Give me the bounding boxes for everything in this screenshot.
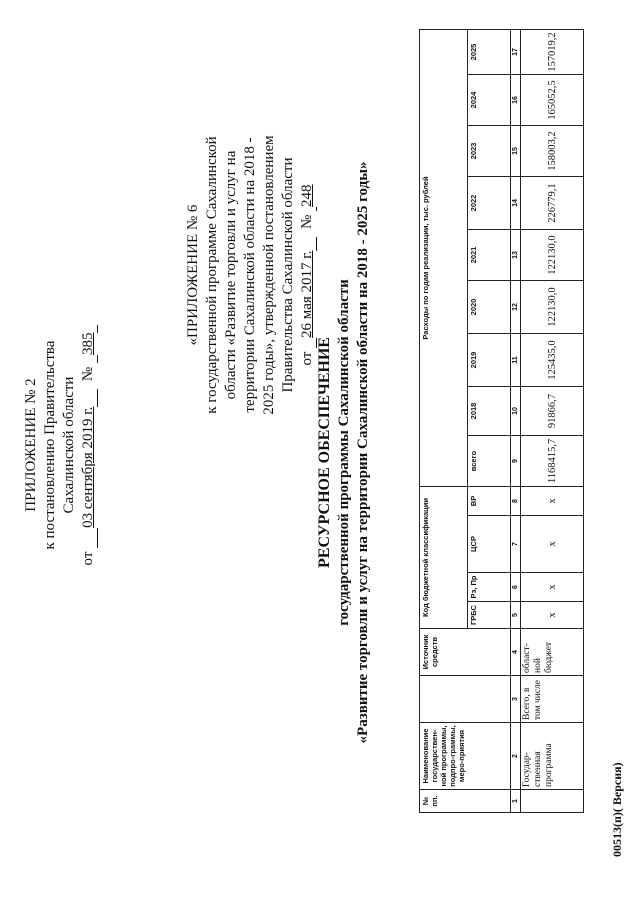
th-2020: 2020 — [468, 281, 511, 334]
appendix-6-num-label: № — [299, 214, 315, 230]
cell-2019: 125435,0 — [521, 334, 584, 387]
cell-scope: Всего, в том числе — [521, 676, 584, 723]
cell-total: 1168415,7 — [521, 436, 584, 487]
appendix-6-line4: 2025 годы», утвержденной постановлением — [261, 135, 277, 415]
appendix-2-date-line — [79, 235, 98, 655]
th-2018: 2018 — [468, 387, 511, 436]
footer-code: 00513(п)( Версия) — [610, 762, 624, 857]
th-budget-code: Код бюджетной классификации — [420, 487, 468, 629]
appendix-6-line1: к государственной программе Сахалинской — [204, 136, 220, 414]
appendix-2-line2: Сахалинской области — [61, 376, 77, 514]
col-number: 15 — [511, 126, 521, 177]
col-number: 5 — [511, 602, 521, 629]
col-number: 9 — [511, 436, 521, 487]
col-number: 11 — [511, 334, 521, 387]
appendix-6-date: 26 мая 2017 г. — [299, 250, 315, 338]
underline-fill — [82, 355, 98, 363]
th-2023: 2023 — [468, 126, 511, 177]
th-2021: 2021 — [468, 230, 511, 281]
th-grbs: ГРБС — [468, 602, 511, 629]
heading-program: «Развитие торговли и услуг на территории Сахалинской области на 2018 - 2025 годы» — [355, 161, 371, 744]
cell-rzpr: х — [521, 573, 584, 602]
col-number: 14 — [511, 177, 521, 230]
col-number: 4 — [511, 629, 521, 676]
col-number: 7 — [511, 516, 521, 573]
appendix-6-line2: области «Развитие торговли и услуг на — [223, 150, 239, 400]
appendix-2-title: ПРИЛОЖЕНИЕ № 2 — [23, 378, 39, 512]
col-number: 3 — [511, 676, 521, 723]
th-2025: 2025 — [468, 30, 511, 75]
appendix-6-title: «ПРИЛОЖЕНИЕ № 6 — [185, 204, 201, 346]
appendix-6-from-label: от — [299, 351, 315, 366]
appendix-6-line3: территории Сахалинской области на 2018 - — [242, 137, 258, 413]
col-number: 1 — [511, 790, 521, 813]
appendix-2-num-label: № — [80, 366, 96, 382]
heading-title: РЕСУРСНОЕ ОБЕСПЕЧЕНИЕ — [316, 337, 333, 568]
cell-grbs: х — [521, 602, 584, 629]
underline-fill — [82, 325, 98, 333]
th-name: Наименование государствен-ной программы, подпро-граммы, меро-приятия — [420, 723, 511, 790]
cell-2021: 122130,0 — [521, 230, 584, 281]
cell-csr: х — [521, 516, 584, 573]
heading-subtitle: государственной программы Сахалинской области — [336, 279, 352, 626]
resource-table — [419, 29, 584, 813]
cell-2022: 226779,1 — [521, 177, 584, 230]
appendix-2-line1: к постановлению Правительства — [42, 340, 58, 550]
col-number: 2 — [511, 723, 521, 790]
th-empty — [420, 676, 511, 723]
table-row — [521, 30, 584, 813]
cell-source: област-ной бюджет — [521, 629, 584, 676]
appendix-6-number: 248 — [299, 184, 315, 207]
resource-heading — [315, 0, 373, 905]
th-vr: ВР — [468, 487, 511, 516]
appendix-6-block — [184, 35, 317, 515]
cell-2020: 122130,0 — [521, 281, 584, 334]
th-expenses: Расходы по годам реализации, тыс. рублей — [420, 30, 468, 487]
appendix-2-date: 03 сентября 2019 г. — [80, 406, 96, 528]
col-number: 13 — [511, 230, 521, 281]
th-total: всего — [468, 436, 511, 487]
underline-fill — [82, 528, 98, 548]
cell-2023: 158003,2 — [521, 126, 584, 177]
th-2022: 2022 — [468, 177, 511, 230]
column-number-row — [511, 30, 521, 813]
cell-vr: х — [521, 487, 584, 516]
col-number: 16 — [511, 75, 521, 126]
cell-2018: 91866,7 — [521, 387, 584, 436]
col-number: 8 — [511, 487, 521, 516]
underline-fill — [82, 389, 98, 407]
cell-no — [521, 790, 584, 813]
th-2024: 2024 — [468, 75, 511, 126]
th-csr: ЦСР — [468, 516, 511, 573]
th-source: Источник средств — [420, 629, 511, 676]
col-number: 17 — [511, 30, 521, 75]
appendix-2-block — [22, 235, 98, 655]
cell-2025: 157019,2 — [521, 30, 584, 75]
cell-name: Государ-ственная программа — [521, 723, 584, 790]
appendix-6-line5: Правительства Сахалинской области — [280, 157, 296, 393]
appendix-2-from-label: от — [80, 551, 96, 566]
th-rzpr: Рз, Пр — [468, 573, 511, 602]
th-no: № пп. — [420, 790, 511, 813]
col-number: 10 — [511, 387, 521, 436]
col-number: 12 — [511, 281, 521, 334]
cell-2024: 165052,5 — [521, 75, 584, 126]
col-number: 6 — [511, 573, 521, 602]
th-2019: 2019 — [468, 334, 511, 387]
appendix-2-number: 385 — [80, 332, 96, 356]
